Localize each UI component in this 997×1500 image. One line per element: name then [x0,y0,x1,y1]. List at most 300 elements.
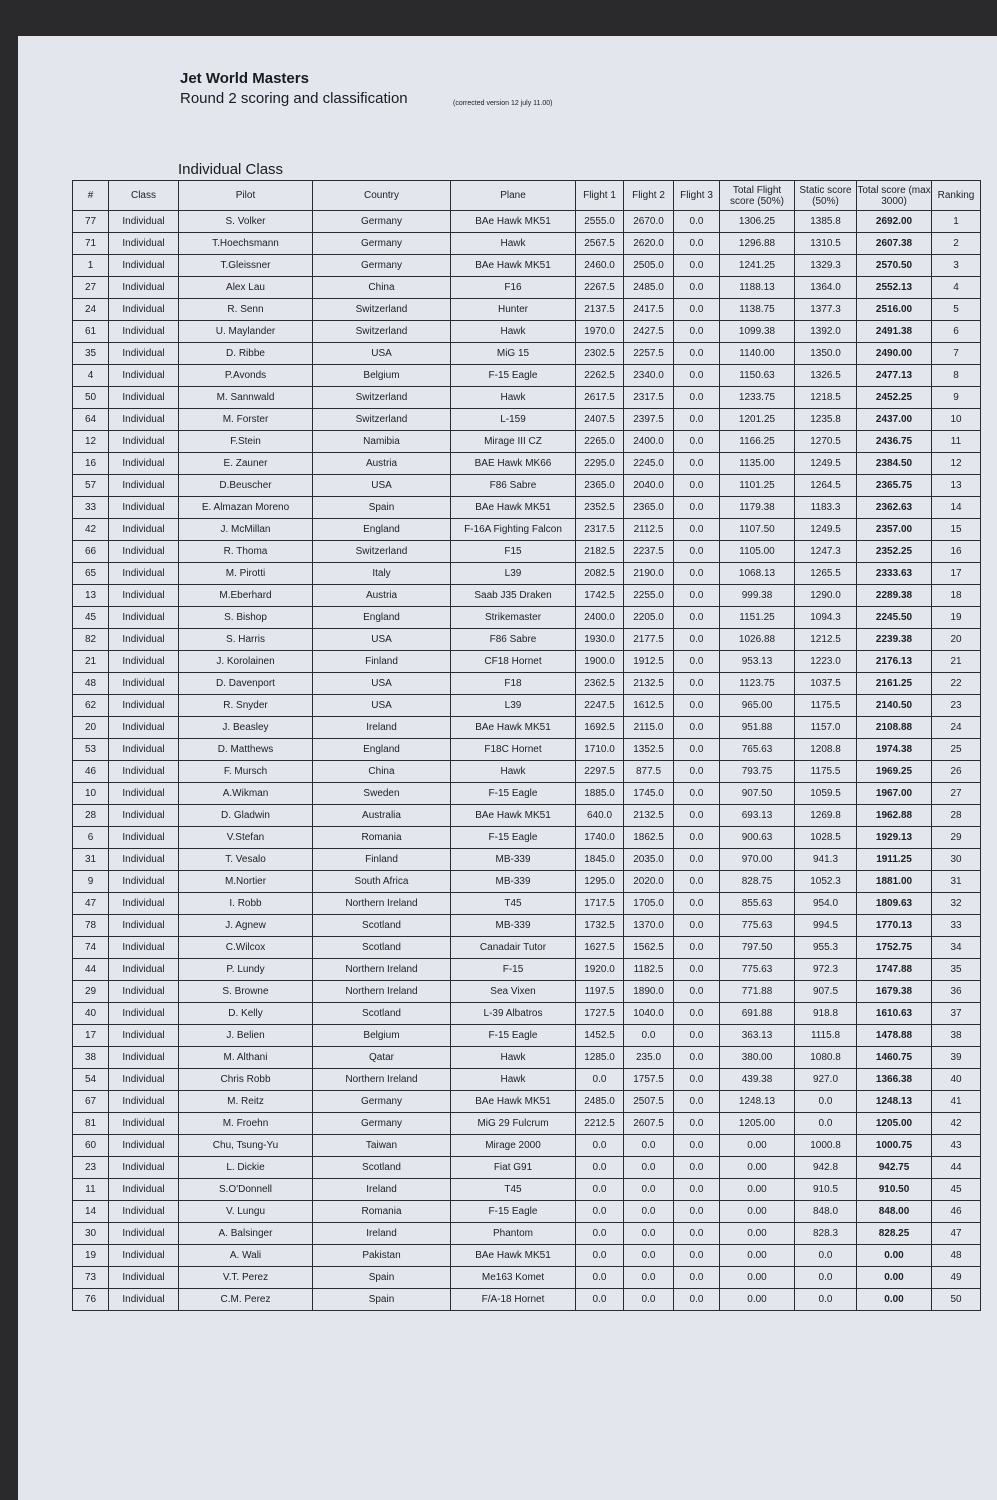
table-row [73,1113,981,1135]
cell-total-score: 2365.75 [857,475,932,497]
cell-number: 28 [73,805,109,827]
cell-flight2: 1862.5 [624,827,674,849]
cell-ranking: 28 [932,805,981,827]
cell-static: 1264.5 [795,475,857,497]
cell-plane: F86 Sabre [451,629,576,651]
cell-static: 955.3 [795,937,857,959]
cell-flight3: 0.0 [674,607,720,629]
cell-total-flight: 793.75 [720,761,795,783]
cell-number: 74 [73,937,109,959]
table-row [73,805,981,827]
cell-pilot: L. Dickie [179,1157,313,1179]
cell-flight2: 0.0 [624,1201,674,1223]
cell-pilot: U. Maylander [179,321,313,343]
cell-plane: T45 [451,893,576,915]
cell-country: Germany [313,255,451,277]
cell-flight2: 235.0 [624,1047,674,1069]
cell-number: 82 [73,629,109,651]
table-row [73,1267,981,1289]
cell-ranking: 24 [932,717,981,739]
cell-total-score: 2384.50 [857,453,932,475]
cell-total-score: 2140.50 [857,695,932,717]
cell-class: Individual [109,541,179,563]
cell-flight2: 2112.5 [624,519,674,541]
cell-flight2: 0.0 [624,1157,674,1179]
cell-ranking: 43 [932,1135,981,1157]
cell-flight2: 1890.0 [624,981,674,1003]
cell-ranking: 20 [932,629,981,651]
cell-country: Romania [313,827,451,849]
cell-flight2: 1757.5 [624,1069,674,1091]
cell-number: 33 [73,497,109,519]
cell-total-score: 2437.00 [857,409,932,431]
table-row [73,959,981,981]
cell-total-flight: 1205.00 [720,1113,795,1135]
cell-country: Switzerland [313,387,451,409]
cell-pilot: Chris Robb [179,1069,313,1091]
col-class-header: Class [109,181,179,211]
cell-pilot: V.Stefan [179,827,313,849]
cell-flight3: 0.0 [674,915,720,937]
cell-number: 66 [73,541,109,563]
table-row [73,893,981,915]
cell-country: Scotland [313,915,451,937]
cell-total-score: 2333.63 [857,563,932,585]
cell-ranking: 30 [932,849,981,871]
cell-static: 1080.8 [795,1047,857,1069]
cell-pilot: M. Froehn [179,1113,313,1135]
cell-plane: F-15 Eagle [451,1025,576,1047]
cell-total-flight: 693.13 [720,805,795,827]
cell-country: Scotland [313,1157,451,1179]
cell-flight2: 2132.5 [624,805,674,827]
cell-flight1: 0.0 [576,1179,624,1201]
table-row [73,1069,981,1091]
cell-number: 77 [73,211,109,233]
cell-country: Austria [313,585,451,607]
cell-total-score: 1610.63 [857,1003,932,1025]
cell-flight1: 1920.0 [576,959,624,981]
cell-plane: F16 [451,277,576,299]
cell-class: Individual [109,1267,179,1289]
cell-total-score: 2239.38 [857,629,932,651]
cell-pilot: D. Ribbe [179,343,313,365]
table-row [73,519,981,541]
cell-number: 42 [73,519,109,541]
cell-number: 47 [73,893,109,915]
cell-total-score: 848.00 [857,1201,932,1223]
cell-ranking: 15 [932,519,981,541]
cell-pilot: M. Althani [179,1047,313,1069]
cell-pilot: V. Lungu [179,1201,313,1223]
cell-flight1: 2407.5 [576,409,624,431]
cell-ranking: 9 [932,387,981,409]
cell-ranking: 32 [932,893,981,915]
cell-flight2: 2505.0 [624,255,674,277]
cell-country: Spain [313,1267,451,1289]
cell-flight3: 0.0 [674,541,720,563]
cell-flight3: 0.0 [674,277,720,299]
cell-country: USA [313,475,451,497]
cell-flight1: 640.0 [576,805,624,827]
table-row [73,651,981,673]
cell-flight1: 1900.0 [576,651,624,673]
cell-total-score: 1881.00 [857,871,932,893]
cell-class: Individual [109,453,179,475]
cell-class: Individual [109,255,179,277]
cell-number: 4 [73,365,109,387]
cell-flight3: 0.0 [674,761,720,783]
cell-country: Switzerland [313,409,451,431]
table-row [73,1003,981,1025]
cell-static: 1290.0 [795,585,857,607]
cell-flight2: 2035.0 [624,849,674,871]
cell-flight3: 0.0 [674,893,720,915]
cell-number: 20 [73,717,109,739]
cell-class: Individual [109,871,179,893]
cell-flight3: 0.0 [674,1135,720,1157]
cell-plane: Hawk [451,233,576,255]
cell-total-flight: 970.00 [720,849,795,871]
cell-pilot: R. Thoma [179,541,313,563]
cell-class: Individual [109,1289,179,1311]
cell-pilot: C.Wilcox [179,937,313,959]
document-title: Jet World Masters [180,70,309,87]
col-country-header: Country [313,181,451,211]
cell-number: 35 [73,343,109,365]
cell-flight2: 2190.0 [624,563,674,585]
cell-total-score: 1679.38 [857,981,932,1003]
cell-ranking: 19 [932,607,981,629]
table-row [73,563,981,585]
cell-country: Germany [313,233,451,255]
cell-class: Individual [109,387,179,409]
cell-flight3: 0.0 [674,1003,720,1025]
cell-ranking: 27 [932,783,981,805]
cell-total-score: 1911.25 [857,849,932,871]
cell-ranking: 4 [932,277,981,299]
cell-class: Individual [109,1179,179,1201]
cell-ranking: 36 [932,981,981,1003]
cell-class: Individual [109,475,179,497]
cell-total-flight: 1188.13 [720,277,795,299]
cell-class: Individual [109,1091,179,1113]
cell-ranking: 41 [932,1091,981,1113]
cell-flight3: 0.0 [674,255,720,277]
cell-class: Individual [109,695,179,717]
cell-total-flight: 1107.50 [720,519,795,541]
table-row [73,343,981,365]
cell-total-score: 2161.25 [857,673,932,695]
cell-country: Ireland [313,717,451,739]
cell-class: Individual [109,673,179,695]
results-table [72,180,981,1311]
cell-pilot: E. Zauner [179,453,313,475]
cell-static: 994.5 [795,915,857,937]
cell-flight1: 1740.0 [576,827,624,849]
cell-flight1: 1452.5 [576,1025,624,1047]
cell-ranking: 6 [932,321,981,343]
cell-flight3: 0.0 [674,211,720,233]
cell-pilot: C.M. Perez [179,1289,313,1311]
cell-total-score: 2352.25 [857,541,932,563]
table-row [73,717,981,739]
cell-flight3: 0.0 [674,937,720,959]
cell-country: Germany [313,1091,451,1113]
cell-pilot: J. Belien [179,1025,313,1047]
cell-static: 1212.5 [795,629,857,651]
cell-class: Individual [109,1201,179,1223]
table-row [73,255,981,277]
cell-pilot: P.Avonds [179,365,313,387]
cell-number: 21 [73,651,109,673]
cell-plane: BAe Hawk MK51 [451,805,576,827]
cell-total-flight: 1296.88 [720,233,795,255]
cell-country: Finland [313,849,451,871]
cell-pilot: R. Snyder [179,695,313,717]
cell-total-flight: 0.00 [720,1223,795,1245]
cell-class: Individual [109,585,179,607]
cell-class: Individual [109,431,179,453]
cell-country: Spain [313,1289,451,1311]
cell-total-score: 1770.13 [857,915,932,937]
table-row [73,409,981,431]
table-row [73,1025,981,1047]
cell-number: 48 [73,673,109,695]
cell-total-score: 0.00 [857,1289,932,1311]
cell-pilot: S.O'Donnell [179,1179,313,1201]
cell-pilot: D. Matthews [179,739,313,761]
cell-total-score: 1962.88 [857,805,932,827]
cell-number: 53 [73,739,109,761]
cell-flight3: 0.0 [674,1047,720,1069]
cell-pilot: M. Forster [179,409,313,431]
cell-total-flight: 691.88 [720,1003,795,1025]
cell-flight1: 2362.5 [576,673,624,695]
cell-class: Individual [109,1223,179,1245]
cell-flight2: 2607.5 [624,1113,674,1135]
cell-class: Individual [109,981,179,1003]
cell-country: USA [313,673,451,695]
cell-plane: Phantom [451,1223,576,1245]
cell-plane: L39 [451,563,576,585]
cell-flight3: 0.0 [674,717,720,739]
cell-country: Scotland [313,1003,451,1025]
cell-country: Ireland [313,1223,451,1245]
cell-total-flight: 1026.88 [720,629,795,651]
cell-number: 50 [73,387,109,409]
cell-number: 23 [73,1157,109,1179]
cell-class: Individual [109,1135,179,1157]
cell-ranking: 11 [932,431,981,453]
cell-flight1: 0.0 [576,1223,624,1245]
cell-flight3: 0.0 [674,1201,720,1223]
cell-country: Switzerland [313,541,451,563]
cell-flight1: 2460.0 [576,255,624,277]
cell-class: Individual [109,827,179,849]
cell-static: 1094.3 [795,607,857,629]
table-row [73,233,981,255]
table-row [73,783,981,805]
cell-plane: Hawk [451,1047,576,1069]
cell-class: Individual [109,629,179,651]
cell-static: 918.8 [795,1003,857,1025]
cell-static: 0.0 [795,1289,857,1311]
cell-total-score: 1366.38 [857,1069,932,1091]
cell-flight2: 2245.0 [624,453,674,475]
cell-pilot: E. Almazan Moreno [179,497,313,519]
cell-class: Individual [109,233,179,255]
cell-ranking: 50 [932,1289,981,1311]
cell-flight1: 0.0 [576,1157,624,1179]
cell-total-flight: 1151.25 [720,607,795,629]
cell-class: Individual [109,849,179,871]
cell-class: Individual [109,519,179,541]
col-pilot-header: Pilot [179,181,313,211]
cell-flight2: 2397.5 [624,409,674,431]
cell-class: Individual [109,1157,179,1179]
cell-plane: F-15 Eagle [451,783,576,805]
cell-country: England [313,519,451,541]
cell-ranking: 2 [932,233,981,255]
cell-number: 29 [73,981,109,1003]
cell-number: 60 [73,1135,109,1157]
cell-country: Germany [313,1113,451,1135]
cell-flight1: 2262.5 [576,365,624,387]
cell-country: Romania [313,1201,451,1223]
cell-country: Scotland [313,937,451,959]
col-total-score-header: Total score (max 3000) [857,181,932,211]
cell-number: 16 [73,453,109,475]
cell-total-score: 2176.13 [857,651,932,673]
cell-country: Switzerland [313,299,451,321]
cell-flight1: 1885.0 [576,783,624,805]
cell-flight1: 1727.5 [576,1003,624,1025]
cell-flight1: 2302.5 [576,343,624,365]
cell-plane: Me163 Komet [451,1267,576,1289]
cell-static: 1364.0 [795,277,857,299]
cell-flight3: 0.0 [674,585,720,607]
cell-ranking: 5 [932,299,981,321]
cell-pilot: D. Kelly [179,1003,313,1025]
cell-total-score: 2477.13 [857,365,932,387]
cell-country: Belgium [313,365,451,387]
cell-country: Qatar [313,1047,451,1069]
table-row [73,1157,981,1179]
section-title: Individual Class [178,161,284,178]
cell-flight1: 1732.5 [576,915,624,937]
cell-total-score: 2491.38 [857,321,932,343]
cell-ranking: 3 [932,255,981,277]
cell-flight2: 2317.5 [624,387,674,409]
cell-static: 0.0 [795,1113,857,1135]
cell-total-flight: 1150.63 [720,365,795,387]
cell-flight2: 0.0 [624,1179,674,1201]
cell-plane: Hawk [451,1069,576,1091]
cell-total-flight: 1248.13 [720,1091,795,1113]
cell-total-flight: 965.00 [720,695,795,717]
cell-total-flight: 1105.00 [720,541,795,563]
cell-static: 0.0 [795,1091,857,1113]
cell-number: 19 [73,1245,109,1267]
table-row [73,453,981,475]
cell-pilot: M. Pirotti [179,563,313,585]
cell-plane: F86 Sabre [451,475,576,497]
cell-static: 1028.5 [795,827,857,849]
cell-total-score: 828.25 [857,1223,932,1245]
cell-static: 1175.5 [795,761,857,783]
cell-flight3: 0.0 [674,695,720,717]
cell-number: 13 [73,585,109,607]
cell-flight2: 2507.5 [624,1091,674,1113]
cell-total-flight: 1123.75 [720,673,795,695]
cell-ranking: 35 [932,959,981,981]
cell-flight2: 2237.5 [624,541,674,563]
cell-number: 46 [73,761,109,783]
cell-total-flight: 0.00 [720,1245,795,1267]
cell-flight1: 1845.0 [576,849,624,871]
cell-pilot: T.Gleissner [179,255,313,277]
cell-class: Individual [109,1245,179,1267]
cell-ranking: 38 [932,1025,981,1047]
cell-flight3: 0.0 [674,673,720,695]
cell-number: 24 [73,299,109,321]
col-flight3-header: Flight 3 [674,181,720,211]
cell-ranking: 40 [932,1069,981,1091]
cell-ranking: 26 [932,761,981,783]
cell-plane: Mirage III CZ [451,431,576,453]
cell-total-flight: 1166.25 [720,431,795,453]
cell-flight3: 0.0 [674,453,720,475]
table-row [73,761,981,783]
table-row [73,981,981,1003]
cell-class: Individual [109,1047,179,1069]
cell-pilot: T.Hoechsmann [179,233,313,255]
cell-total-score: 1967.00 [857,783,932,805]
cell-static: 1052.3 [795,871,857,893]
cell-total-score: 2607.38 [857,233,932,255]
cell-flight3: 0.0 [674,1113,720,1135]
cell-country: Sweden [313,783,451,805]
cell-flight3: 0.0 [674,365,720,387]
table-row [73,585,981,607]
cell-total-flight: 1101.25 [720,475,795,497]
cell-flight2: 1705.0 [624,893,674,915]
table-row [73,1047,981,1069]
cell-flight1: 0.0 [576,1135,624,1157]
cell-class: Individual [109,321,179,343]
cell-total-flight: 380.00 [720,1047,795,1069]
cell-flight2: 1745.0 [624,783,674,805]
cell-total-flight: 1241.25 [720,255,795,277]
cell-flight3: 0.0 [674,387,720,409]
cell-total-flight: 775.63 [720,915,795,937]
cell-flight2: 0.0 [624,1289,674,1311]
table-row [73,827,981,849]
cell-plane: BAe Hawk MK51 [451,717,576,739]
results-body [73,211,981,1311]
cell-class: Individual [109,937,179,959]
cell-total-flight: 1138.75 [720,299,795,321]
cell-pilot: T. Vesalo [179,849,313,871]
cell-number: 1 [73,255,109,277]
table-row [73,497,981,519]
cell-class: Individual [109,915,179,937]
cell-class: Individual [109,277,179,299]
cell-flight2: 1612.5 [624,695,674,717]
cell-pilot: A.Wikman [179,783,313,805]
cell-pilot: I. Robb [179,893,313,915]
